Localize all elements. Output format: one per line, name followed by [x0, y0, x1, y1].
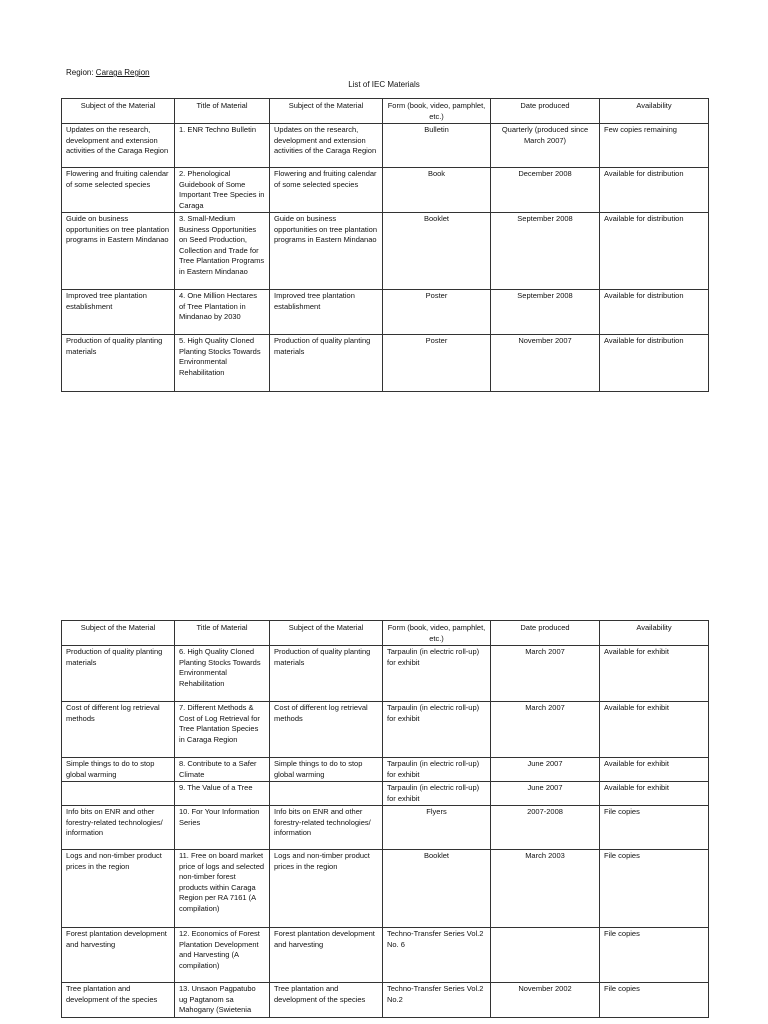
table-cell: Tarpaulin (in electric roll-up) for exhibit	[383, 702, 491, 758]
table-cell: Forest plantation development and harvesting	[62, 928, 175, 983]
table-row	[62, 758, 709, 782]
table-cell	[491, 928, 600, 983]
table-cell: 7. Different Methods & Cost of Log Retrieval for Tree Plantation Species in Caraga Region	[175, 702, 270, 758]
column-header: Availability	[600, 99, 709, 124]
table-cell: Info bits on ENR and other forestry-related technologies/ information	[270, 806, 383, 850]
table-row	[62, 983, 709, 1018]
table-cell: Techno-Transfer Series Vol.2 No. 6	[383, 928, 491, 983]
table-cell: Tarpaulin (in electric roll-up) for exhibit	[383, 646, 491, 702]
column-header: Subject of the Material	[270, 99, 383, 124]
table-cell: Simple things to do to stop global warming	[270, 758, 383, 782]
table-cell: Flyers	[383, 806, 491, 850]
table-row	[62, 782, 709, 806]
table-cell: Tarpaulin (in electric roll-up) for exhibit	[383, 758, 491, 782]
table-cell: June 2007	[491, 758, 600, 782]
table-row	[62, 928, 709, 983]
table-cell: Production of quality planting materials	[270, 646, 383, 702]
table-cell: Forest plantation development and harvesting	[270, 928, 383, 983]
column-header: Form (book, video, pamphlet, etc.)	[383, 99, 491, 124]
table-cell: Info bits on ENR and other forestry-related technologies/ information	[62, 806, 175, 850]
table-cell: Booklet	[383, 213, 491, 290]
table-cell: Available for exhibit	[600, 782, 709, 806]
table-cell: Available for distribution	[600, 290, 709, 335]
table-cell: Logs and non-timber product prices in the region	[270, 850, 383, 928]
table-cell: 8. Contribute to a Safer Climate	[175, 758, 270, 782]
table-cell: Available for distribution	[600, 168, 709, 213]
table-cell: Updates on the research, development and extension activities of the Caraga Region	[270, 124, 383, 168]
table-cell: Tree plantation and development of the species	[270, 983, 383, 1018]
table-row	[62, 168, 709, 213]
column-header: Subject of the Material	[62, 99, 175, 124]
table-cell: File copies	[600, 983, 709, 1018]
table-cell	[62, 782, 175, 806]
table-cell: Production of quality planting materials	[62, 646, 175, 702]
table-cell: June 2007	[491, 782, 600, 806]
table-cell: Simple things to do to stop global warming	[62, 758, 175, 782]
table-cell: November 2002	[491, 983, 600, 1018]
table-cell: Poster	[383, 290, 491, 335]
table-cell: Tree plantation and development of the species	[62, 983, 175, 1018]
table-cell: Flowering and fruiting calendar of some selected species	[270, 168, 383, 213]
table-cell: Guide on business opportunities on tree plantation programs in Eastern Mindanao	[62, 213, 175, 290]
table-row	[62, 290, 709, 335]
table-cell: 13. Unsaon Pagpatubo ug Pagtanom sa Mahogany (Swietenia	[175, 983, 270, 1018]
region-line	[66, 68, 150, 77]
iec-materials-table-1	[61, 98, 709, 392]
table-cell: December 2008	[491, 168, 600, 213]
table-header-row	[62, 99, 709, 124]
table-cell: 10. For Your Information Series	[175, 806, 270, 850]
table-cell: Guide on business opportunities on tree plantation programs in Eastern Mindanao	[270, 213, 383, 290]
table-cell: 12. Economics of Forest Plantation Development and Harvesting (A compilation)	[175, 928, 270, 983]
table-cell: 3. Small-Medium Business Opportunities on Seed Production, Collection and Trade for Tree Plantation Programs in Eastern Mindanao	[175, 213, 270, 290]
region-name: Caraga Region	[95, 68, 150, 77]
table-cell: March 2003	[491, 850, 600, 928]
table-cell: March 2007	[491, 702, 600, 758]
table-cell	[270, 782, 383, 806]
table-cell: Available for exhibit	[600, 646, 709, 702]
table-row	[62, 213, 709, 290]
table-cell: Book	[383, 168, 491, 213]
table-cell: Logs and non-timber product prices in the region	[62, 850, 175, 928]
document-title: List of IEC Materials	[348, 80, 420, 89]
column-header: Title of Material	[175, 99, 270, 124]
table-cell: Production of quality planting materials	[270, 335, 383, 392]
table-cell: 2007-2008	[491, 806, 600, 850]
table-cell: 1. ENR Techno Bulletin	[175, 124, 270, 168]
table-header-row	[62, 621, 709, 646]
table-row	[62, 646, 709, 702]
table-row	[62, 702, 709, 758]
table-cell: Cost of different log retrieval methods	[62, 702, 175, 758]
table-cell: Tarpaulin (in electric roll-up) for exhibit	[383, 782, 491, 806]
table-cell: 9. The Value of a Tree	[175, 782, 270, 806]
table-cell: 4. One Million Hectares of Tree Plantation in Mindanao by 2030	[175, 290, 270, 335]
table-cell: Improved tree plantation establishment	[270, 290, 383, 335]
table-cell: 11. Free on board market price of logs and selected non-timber forest products within Caraga Region per RA 7161 (A compilation)	[175, 850, 270, 928]
table-cell: September 2008	[491, 213, 600, 290]
table-cell: Flowering and fruiting calendar of some selected species	[62, 168, 175, 213]
table-cell: 2. Phenological Guidebook of Some Important Tree Species in Caraga	[175, 168, 270, 213]
table-cell: 5. High Quality Cloned Planting Stocks Towards Environmental Rehabilitation	[175, 335, 270, 392]
column-header: Date produced	[491, 99, 600, 124]
table-cell: Quarterly (produced since March 2007)	[491, 124, 600, 168]
table-cell: Cost of different log retrieval methods	[270, 702, 383, 758]
table-cell: 6. High Quality Cloned Planting Stocks Towards Environmental Rehabilitation	[175, 646, 270, 702]
table-cell: Available for exhibit	[600, 702, 709, 758]
table-row	[62, 124, 709, 168]
table-cell: September 2008	[491, 290, 600, 335]
table-cell: Production of quality planting materials	[62, 335, 175, 392]
table-cell: Techno-Transfer Series Vol.2 No.2	[383, 983, 491, 1018]
table-cell: March 2007	[491, 646, 600, 702]
table-cell: Booklet	[383, 850, 491, 928]
table-cell: Available for distribution	[600, 335, 709, 392]
column-header: Subject of the Material	[62, 621, 175, 646]
column-header: Availability	[600, 621, 709, 646]
table-row	[62, 850, 709, 928]
table-cell: Poster	[383, 335, 491, 392]
column-header: Subject of the Material	[270, 621, 383, 646]
table-cell: File copies	[600, 806, 709, 850]
table-cell: File copies	[600, 928, 709, 983]
table-cell: Available for distribution	[600, 213, 709, 290]
table-cell: Improved tree plantation establishment	[62, 290, 175, 335]
table-cell: Available for exhibit	[600, 758, 709, 782]
table-cell: Bulletin	[383, 124, 491, 168]
table-cell: Updates on the research, development and extension activities of the Caraga Region	[62, 124, 175, 168]
table-row	[62, 335, 709, 392]
table-cell: File copies	[600, 850, 709, 928]
region-label: Region:	[66, 68, 96, 77]
table-cell: November 2007	[491, 335, 600, 392]
column-header: Title of Material	[175, 621, 270, 646]
column-header: Form (book, video, pamphlet, etc.)	[383, 621, 491, 646]
iec-materials-table-2	[61, 620, 709, 1018]
table-cell: Few copies remaining	[600, 124, 709, 168]
column-header: Date produced	[491, 621, 600, 646]
table-row	[62, 806, 709, 850]
